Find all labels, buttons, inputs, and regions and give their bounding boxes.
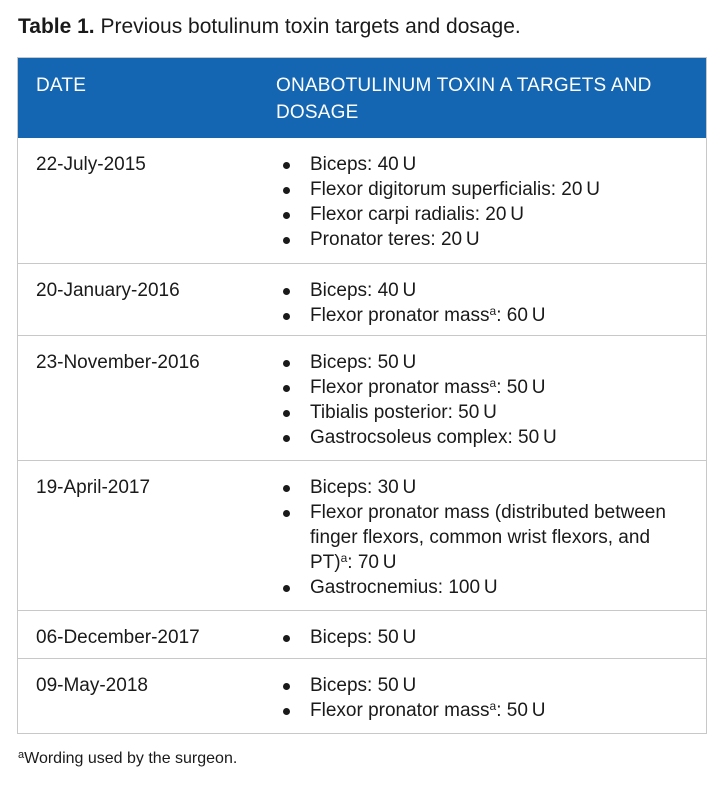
cell-date: 22-July-2015: [36, 154, 146, 175]
cell-targets-list: [280, 278, 690, 328]
table-row: [18, 460, 706, 610]
target-item: [280, 350, 690, 375]
target-text: Tibialis posterior: 50 U: [310, 402, 497, 423]
table-row: [18, 335, 706, 460]
target-item: [280, 177, 690, 202]
table-row: [18, 610, 706, 658]
table-row: [18, 263, 706, 335]
target-text: Biceps: 30 U: [310, 477, 417, 498]
table-header: [18, 58, 706, 138]
footnote: [18, 749, 237, 769]
footnote-ref: a: [489, 304, 497, 318]
cell-targets-list: [280, 625, 690, 650]
footnote-marker: a: [18, 749, 25, 761]
target-text: Gastrocnemius: 100 U: [310, 577, 498, 598]
target-item: [280, 500, 690, 575]
target-text: Flexor digitorum superficialis: 20 U: [310, 179, 600, 200]
target-text: Biceps: 50 U: [310, 675, 417, 696]
table-row: [18, 658, 706, 733]
target-dose: : 60 U: [496, 305, 546, 326]
table-row: [18, 138, 706, 263]
cell-targets-list: [280, 673, 690, 723]
target-item: [280, 673, 690, 698]
target-text: Biceps: 40 U: [310, 280, 417, 301]
cell-date: 19-April-2017: [36, 477, 151, 498]
footnote-ref: a: [340, 551, 348, 565]
cell-targets-list: [280, 475, 690, 600]
header-date: DATE: [36, 75, 87, 96]
target-dose: : 50 U: [496, 377, 546, 398]
target-text: Biceps: 40 U: [310, 154, 417, 175]
cell-date: 06-December-2017: [36, 627, 200, 648]
target-text: Pronator teres: 20 U: [310, 229, 480, 250]
target-text: Flexor pronator mass: [310, 305, 490, 326]
target-item: [280, 227, 690, 252]
cell-targets-list: [280, 350, 690, 450]
target-text: Flexor pronator mass: [310, 700, 490, 721]
target-item: [280, 375, 690, 400]
footnote-text: Wording used by the surgeon.: [24, 750, 238, 767]
target-item: [280, 575, 690, 600]
caption-label: Table 1.: [18, 15, 95, 38]
target-item: [280, 425, 690, 450]
target-item: [280, 152, 690, 177]
cell-date: 20-January-2016: [36, 280, 180, 301]
dosage-table: [17, 57, 707, 734]
target-text: Biceps: 50 U: [310, 352, 417, 373]
target-item: [280, 303, 690, 328]
caption-text: Previous botulinum toxin targets and dosage.: [100, 15, 521, 38]
header-targets: ONABOTULINUM TOXIN A TARGETS AND DOSAGE: [276, 75, 652, 123]
target-text: Gastrocsoleus complex: 50 U: [310, 427, 557, 448]
footnote-ref: a: [489, 376, 497, 390]
target-text: Flexor pronator mass (distributed between finger flexors, common wrist flexors, and PT): [310, 502, 666, 573]
target-item: [280, 400, 690, 425]
target-item: [280, 698, 690, 723]
target-text: Flexor pronator mass: [310, 377, 490, 398]
target-text: Flexor carpi radialis: 20 U: [310, 204, 524, 225]
target-text: Biceps: 50 U: [310, 627, 417, 648]
target-item: [280, 475, 690, 500]
target-item: [280, 278, 690, 303]
cell-date: 23-November-2016: [36, 352, 200, 373]
cell-targets-list: [280, 152, 690, 252]
target-item: [280, 202, 690, 227]
target-dose: : 50 U: [496, 700, 546, 721]
target-item: [280, 625, 690, 650]
target-dose: : 70 U: [347, 552, 397, 573]
table-body: [18, 138, 706, 733]
table-caption: [18, 14, 521, 40]
footnote-ref: a: [489, 699, 497, 713]
cell-date: 09-May-2018: [36, 675, 148, 696]
